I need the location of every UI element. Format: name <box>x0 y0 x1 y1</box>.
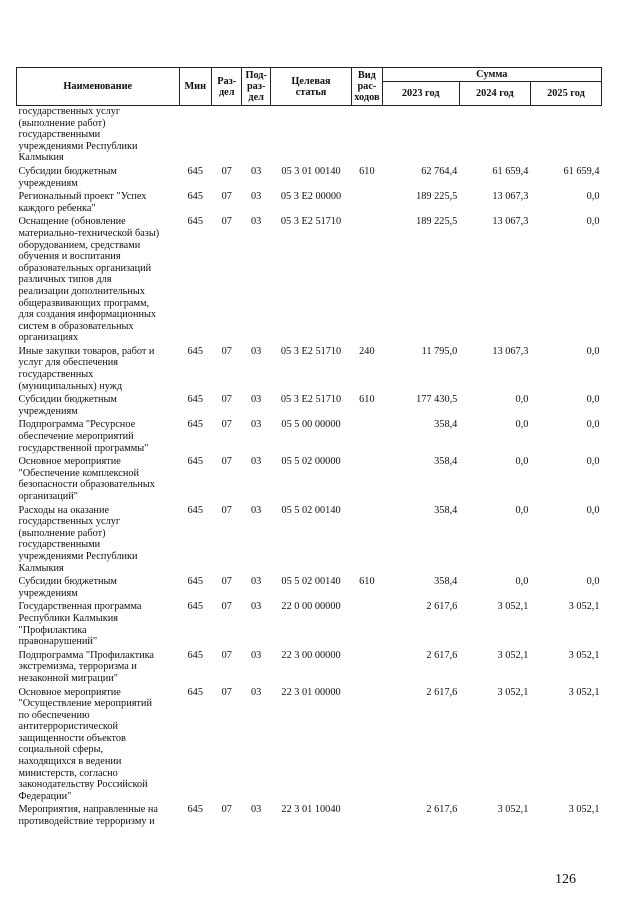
table-row <box>17 804 602 829</box>
row-min: 645 <box>187 804 203 816</box>
row-target: 22 0 00 00000 <box>281 601 341 613</box>
row-sum-2024: 0,0 <box>515 504 529 516</box>
row-sum-2025: 0,0 <box>586 345 600 357</box>
row-vid <box>352 456 382 504</box>
row-target: 22 3 00 00000 <box>281 649 341 661</box>
header-2024: 2024 год <box>459 82 530 106</box>
row-razdel: 07 <box>221 394 232 406</box>
header-name: Наименование <box>17 68 180 106</box>
row-vid <box>352 687 382 805</box>
row-min: 645 <box>187 394 203 406</box>
row-vid <box>352 191 382 216</box>
row-sum-2025: 0,0 <box>586 394 600 406</box>
table-row <box>17 687 602 805</box>
row-name: Мероприятия, направленные на противодействие терроризму и <box>18 804 158 828</box>
header-target: Целевая статья <box>270 68 351 106</box>
header-2025: 2025 год <box>530 82 601 106</box>
row-razdel: 07 <box>221 601 232 613</box>
row-sum-2024: 13 067,3 <box>492 216 529 228</box>
row-razdel: 07 <box>221 191 232 203</box>
table-row <box>17 191 602 216</box>
row-name: Субсидии бюджетным учреждениям <box>18 165 117 189</box>
row-vid: 240 <box>359 345 375 357</box>
row-podrazdel: 03 <box>251 504 262 516</box>
row-podrazdel: 03 <box>251 165 262 177</box>
row-sum-2024: 0,0 <box>515 576 529 588</box>
row-razdel: 07 <box>221 504 232 516</box>
row-sum-2023: 2 617,6 <box>426 804 458 816</box>
row-sum-2024: 3 052,1 <box>497 601 529 613</box>
row-sum-2023: 189 225,5 <box>416 191 458 203</box>
row-min: 645 <box>187 191 203 203</box>
row-podrazdel: 03 <box>251 686 262 698</box>
row-sum-2024: 3 052,1 <box>497 686 529 698</box>
header-sum: Сумма <box>382 68 601 82</box>
row-min: 645 <box>187 216 203 228</box>
row-sum-2023: 2 617,6 <box>426 601 458 613</box>
row-sum-2023: 177 430,5 <box>416 394 458 406</box>
row-razdel: 07 <box>221 456 232 468</box>
row-sum-2024: 61 659,4 <box>492 165 529 177</box>
row-vid: 610 <box>359 394 375 406</box>
table-row <box>17 576 602 601</box>
row-podrazdel: 03 <box>251 601 262 613</box>
row-razdel: 07 <box>221 216 232 228</box>
table-row <box>17 106 602 166</box>
row-sum-2023: 358,4 <box>434 576 458 588</box>
header-vid: Вид рас- ходов <box>352 68 382 106</box>
row-target: 05 5 02 00140 <box>281 576 341 588</box>
header-podrazdel: Под- раз- дел <box>242 68 270 106</box>
row-sum-2023: 62 764,4 <box>421 165 458 177</box>
row-min: 645 <box>187 649 203 661</box>
table-row <box>17 216 602 346</box>
row-razdel <box>212 106 242 166</box>
row-sum-2023: 2 617,6 <box>426 686 458 698</box>
row-sum-2024: 3 052,1 <box>497 804 529 816</box>
row-min: 645 <box>187 504 203 516</box>
table-header <box>17 68 602 106</box>
row-name: Подпрограмма "Профилактика экстремизма, терроризма и незаконной миграции" <box>18 649 155 684</box>
row-vid <box>352 419 382 456</box>
row-sum-2024: 0,0 <box>515 394 529 406</box>
row-sum-2023: 358,4 <box>434 419 458 431</box>
row-sum-2023: 358,4 <box>434 456 458 468</box>
row-target: 05 3 01 00140 <box>281 165 341 177</box>
row-sum-2023: 358,4 <box>434 504 458 516</box>
table-row <box>17 394 602 419</box>
row-vid <box>352 106 382 166</box>
row-razdel: 07 <box>221 686 232 698</box>
row-podrazdel: 03 <box>251 191 262 203</box>
row-podrazdel: 03 <box>251 216 262 228</box>
row-podrazdel: 03 <box>251 345 262 357</box>
row-razdel: 07 <box>221 649 232 661</box>
row-sum-2025: 3 052,1 <box>568 686 600 698</box>
table-row <box>17 346 602 394</box>
row-min: 645 <box>187 601 203 613</box>
row-min: 645 <box>187 165 203 177</box>
page-number: 126 <box>555 872 576 887</box>
row-sum-2025: 0,0 <box>586 576 600 588</box>
row-sum-2024 <box>459 106 530 166</box>
table-row <box>17 650 602 687</box>
row-name: Основное мероприятие "Осуществление мероприятий по обеспечению антитеррористической защищенности объектов социальной сферы, находящихся в ведении министерств, согласно законодательству Российской Федерации" <box>18 686 152 802</box>
row-name: государственных услуг (выполнение работ) государственными учреждениями Республики Калмыкия <box>18 106 138 164</box>
row-name: Основное мероприятие "Обеспечение комплексной безопасности образовательных организаций" <box>18 456 155 502</box>
row-target: 05 3 E2 00000 <box>280 191 342 203</box>
row-sum-2025: 61 659,4 <box>563 165 600 177</box>
row-vid <box>352 650 382 687</box>
row-vid <box>352 804 382 829</box>
row-name: Региональный проект "Успех каждого ребенка" <box>18 191 147 214</box>
row-name: Расходы на оказание государственных услуг (выполнение работ) государственными учреждениями Республики Калмыкия <box>18 504 138 574</box>
row-podrazdel: 03 <box>251 419 262 431</box>
row-razdel: 07 <box>221 419 232 431</box>
row-sum-2023 <box>382 106 459 166</box>
row-target: 22 3 01 10040 <box>281 804 341 816</box>
row-sum-2023: 189 225,5 <box>416 216 458 228</box>
row-sum-2025: 3 052,1 <box>568 601 600 613</box>
row-sum-2023: 2 617,6 <box>426 649 458 661</box>
row-sum-2025 <box>530 106 601 166</box>
row-sum-2025: 0,0 <box>586 419 600 431</box>
row-sum-2025: 3 052,1 <box>568 804 600 816</box>
row-vid <box>352 601 382 649</box>
header-2023: 2023 год <box>382 82 459 106</box>
row-target: 05 5 02 00000 <box>281 456 341 468</box>
row-sum-2024: 3 052,1 <box>497 649 529 661</box>
row-podrazdel: 03 <box>251 456 262 468</box>
row-podrazdel: 03 <box>251 804 262 816</box>
row-min: 645 <box>187 345 203 357</box>
row-target: 05 3 E2 51710 <box>280 216 342 228</box>
row-vid <box>352 505 382 577</box>
header-razdel: Раз- дел <box>212 68 242 106</box>
row-razdel: 07 <box>221 576 232 588</box>
row-sum-2025: 3 052,1 <box>568 649 600 661</box>
row-razdel: 07 <box>221 345 232 357</box>
row-sum-2025: 0,0 <box>586 504 600 516</box>
budget-table <box>16 67 602 830</box>
row-target: 05 5 02 00140 <box>281 504 341 516</box>
row-target: 05 3 E2 51710 <box>280 394 342 406</box>
table-row <box>17 601 602 649</box>
row-name: Оснащение (обновление материально-технической базы) оборудованием, средствами обучения и воспитания образовательных организаций различных типов для реализации дополнительных общеразвивающих программ, для создания информационных систем в образовательных организациях <box>18 216 160 344</box>
header-min: Мин <box>179 68 212 106</box>
row-sum-2024: 13 067,3 <box>492 345 529 357</box>
table-row <box>17 456 602 504</box>
row-min <box>179 106 212 166</box>
row-vid <box>352 216 382 346</box>
table-row <box>17 166 602 191</box>
row-name: Субсидии бюджетным учреждениям <box>18 576 117 599</box>
row-podrazdel: 03 <box>251 394 262 406</box>
row-name: Иные закупки товаров, работ и услуг для обеспечения государственных (муниципальных) нужд <box>18 345 155 392</box>
row-sum-2023: 11 795,0 <box>421 345 458 357</box>
row-name: Субсидии бюджетным учреждениям <box>18 394 117 417</box>
row-podrazdel: 03 <box>251 649 262 661</box>
row-sum-2025: 0,0 <box>586 456 600 468</box>
row-vid: 610 <box>359 576 375 588</box>
row-target: 22 3 01 00000 <box>281 686 341 698</box>
row-vid: 610 <box>359 165 375 177</box>
row-target: 05 3 E2 51710 <box>280 345 342 357</box>
table-body <box>17 106 602 830</box>
row-min: 645 <box>187 456 203 468</box>
row-sum-2024: 0,0 <box>515 419 529 431</box>
row-target: 05 5 00 00000 <box>281 419 341 431</box>
row-name: Подпрограмма "Ресурсное обеспечение мероприятий государственной программы" <box>18 419 149 454</box>
row-sum-2024: 0,0 <box>515 456 529 468</box>
row-sum-2025: 0,0 <box>586 191 600 203</box>
row-podrazdel <box>242 106 270 166</box>
row-min: 645 <box>187 419 203 431</box>
table-row <box>17 419 602 456</box>
row-razdel: 07 <box>221 804 232 816</box>
table-row <box>17 505 602 577</box>
row-sum-2024: 13 067,3 <box>492 191 529 203</box>
row-name: Государственная программа Республики Калмыкия "Профилактика правонарушений" <box>18 601 142 648</box>
row-razdel: 07 <box>221 165 232 177</box>
row-min: 645 <box>187 686 203 698</box>
row-podrazdel: 03 <box>251 576 262 588</box>
row-min: 645 <box>187 576 203 588</box>
row-sum-2025: 0,0 <box>586 216 600 228</box>
row-target <box>270 106 351 166</box>
